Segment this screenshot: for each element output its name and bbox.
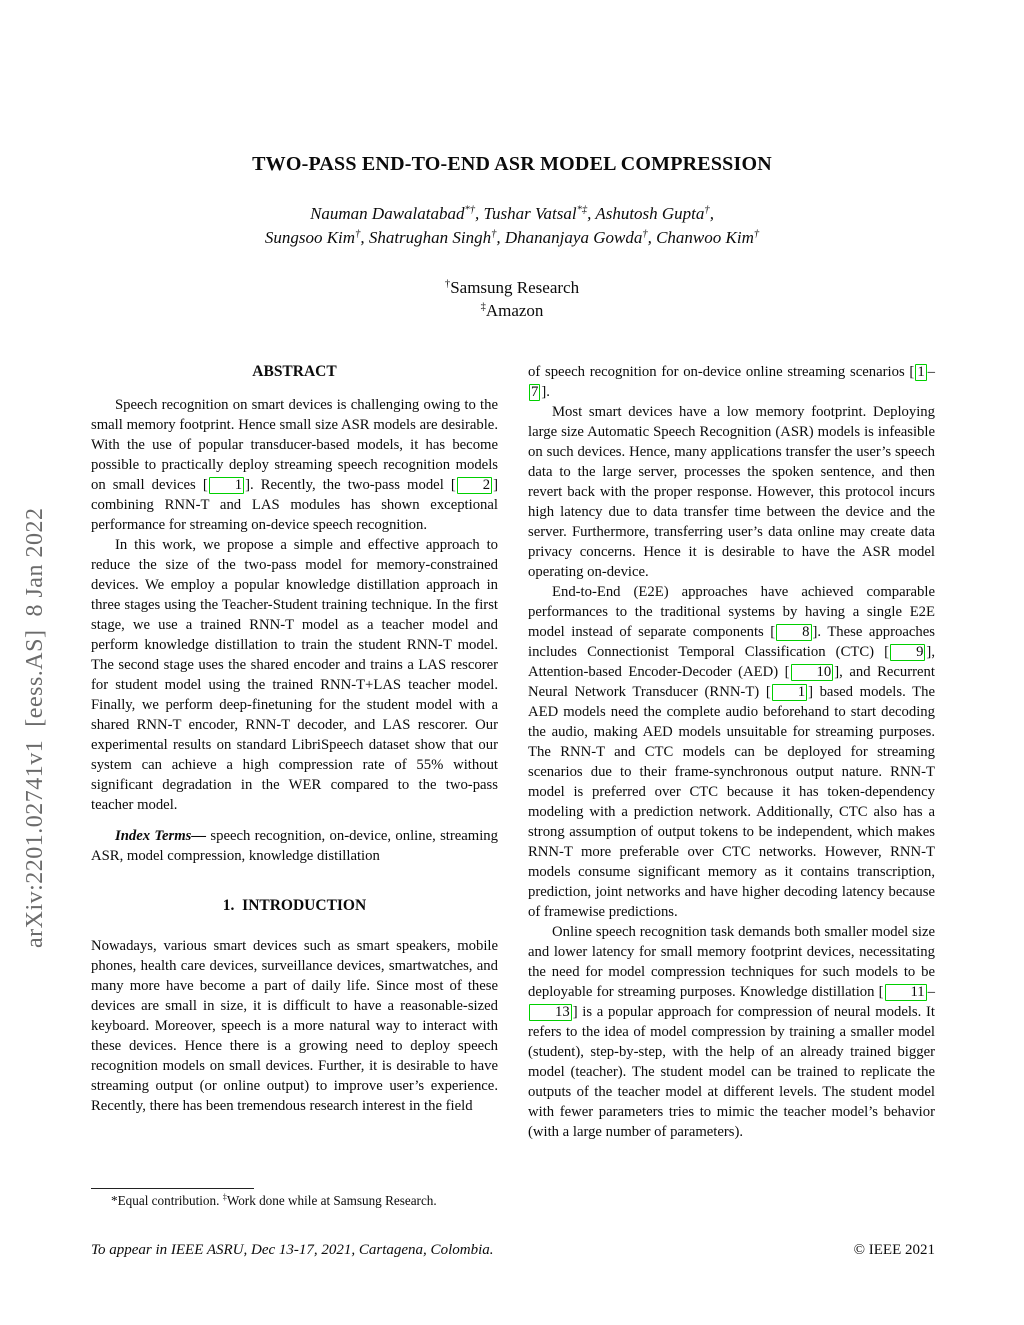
affiliation-samsung: †Samsung Research [444, 278, 580, 297]
citation-link[interactable]: 10 [791, 664, 834, 681]
footer-copyright: © IEEE 2021 [853, 1242, 935, 1258]
citation-link[interactable]: 13 [529, 1004, 572, 1021]
citation-link[interactable]: 1 [917, 364, 925, 380]
citation-link[interactable]: 11 [885, 984, 927, 1001]
citation-link[interactable]: 9 [890, 644, 925, 661]
page-footer [91, 1242, 935, 1259]
introduction-heading: 1. INTRODUCTION [222, 897, 367, 914]
intro-paragraph-4: Online speech recognition task demands both smaller model size and lower latency for small memory footprint devices, necessitating the need for model compression techniques for such models to be deployable for streaming purposes. Knowledge distillation [ 11 –13 ] is a popular approach for compression of neural models. It refers to the idea of model compression by training a smaller model (student), step-by-step, with the help of an already trained bigger model (teacher). The student model can be trained to replicate the outputs of the teacher model at different levels. The student model with fewer parameters tries to mimic the teacher model’s behavior (with a large number of parameters). [528, 924, 935, 1140]
intro-paragraph-1: Nowadays, various smart devices such as smart speakers, mobile phones, health care devices, surveillance devices, smartwatches, and many more have become a part of daily life. Since most of these devices are small in size, it is difficult to have a reasonable-sized keyboard. Moreover, speech is a more natural way to interact with these devices. Hence there is a growing need to deploy speech recognition models on small devices. Further, it is desirable to have streaming output (or online output) to improve user’s experience. Recently, there has been tremendous research interest in the field [91, 938, 498, 1114]
abstract-paragraph-2: In this work, we propose a simple and effective approach to reduce the size of the two-pass model for memory-constrained devices. We employ a popular knowledge distillation approach in three stages using the Teacher-Student training technique. In the first stage, we use a trained RNN-T model as a teacher model and perform knowledge distillation to train the student RNN-T model. The second stage uses the shared encoder and trains a LAS rescorer for student model using the trained RNN-T+LAS teacher model. Finally, we perform deep-finetuning for the student model with a shared RNN-T encoder, RNN-T decoder, and LAS rescorer. Our experimental results on standard LibriSpeech dataset show that our system can achieve a high compression rate of 55% without significant degradation in the WER compared to the two-pass teacher model. [91, 537, 498, 813]
index-terms: Index Terms— speech recognition, on-device, online, streaming ASR, model compression, knowledge distillation [91, 828, 498, 864]
footnote-rule [91, 1188, 254, 1189]
authors-line-2: Sungsoo Kim†, Shatrughan Singh†, Dhananjaya Gowda†, Chanwoo Kim† [264, 228, 760, 247]
abstract-heading: ABSTRACT [252, 363, 337, 380]
arxiv-watermark: arXiv:2201.02741v1 [eess.AS] 8 Jan 2022 [22, 507, 48, 948]
intro-paragraph-1-continuation: of speech recognition for on-device online streaming scenarios [ 1 –7 ]. [528, 364, 935, 400]
authors-line-1: Nauman Dawalatabad*†, Tushar Vatsal*‡, Ashutosh Gupta†, [310, 204, 714, 223]
citation-link[interactable]: 1 [209, 477, 244, 494]
footnote-text: *Equal contribution. ‡Work done while at Samsung Research. [111, 1192, 437, 1208]
footnote-block [91, 1188, 498, 1209]
intro-paragraph-2: Most smart devices have a low memory footprint. Deploying large size Automatic Speech Recognition (ASR) models is infeasible on such devices. Hence, many applications transfer the user’s speech data to the large server, processes the spoken sentence, and then revert back with the proper response. However, this protocol incurs high latency due to data transfer time between the device and the server. Furthermore, transferring user’s data online may create data privacy concerns. Hence it is desirable to have the ASR model operating on-device. [528, 404, 935, 580]
authors-block [0, 202, 1024, 250]
citation-link[interactable]: 2 [457, 477, 492, 494]
citation-link[interactable]: 8 [776, 624, 811, 641]
left-column [91, 362, 498, 1116]
abstract-paragraph-1: Speech recognition on smart devices is challenging owing to the small memory footprint. Hence small size ASR models are desirable. With the use of popular transducer-based models, it has become possible to practically deploy streaming speech recognition models on small devices [ 1 ]. Recently, the two-pass model [ 2 ] combining RNN-T and LAS modules has shown exceptional performance for streaming on-device speech recognition. [91, 397, 498, 533]
citation-link[interactable]: 7 [531, 384, 539, 400]
affiliation-amazon: ‡Amazon [480, 301, 544, 320]
footer-venue-note: To appear in IEEE ASRU, Dec 13-17, 2021, Cartagena, Colombia. [91, 1242, 494, 1258]
paper-title: TWO-PASS END-TO-END ASR MODEL COMPRESSION [252, 153, 772, 175]
affiliations-block [0, 276, 1024, 322]
intro-paragraph-3: End-to-End (E2E) approaches have achieved comparable performances to the traditional systems by having a single E2E model instead of separate components [ 8 ]. These approaches includes Connectionist Temporal Classification (CTC) [ 9 ], Attention-based Encoder-Decoder (AED) [ 10 ], and Recurrent Neural Network Transducer (RNN-T) [ 1 ] based models. The AED models need the complete audio beforehand to start decoding the audio, making AED models unsuitable for streaming purposes. The RNN-T and CTC models can be deployed for streaming scenarios due to their frame-synchronous output nature. RNN-T model is preferred over CTC because it has token-dependency modeling with a prediction network. Additionally, CTC also has a strong assumption of output tokens to be independent, which makes RNN-T more preferable over CTC networks. However, RNN-T models consume significant memory as it contains transcription, prediction, joint networks and have higher decoding latency because of framewise predictions. [528, 584, 935, 920]
citation-link[interactable]: 1 [772, 684, 807, 701]
right-column [528, 362, 935, 1142]
